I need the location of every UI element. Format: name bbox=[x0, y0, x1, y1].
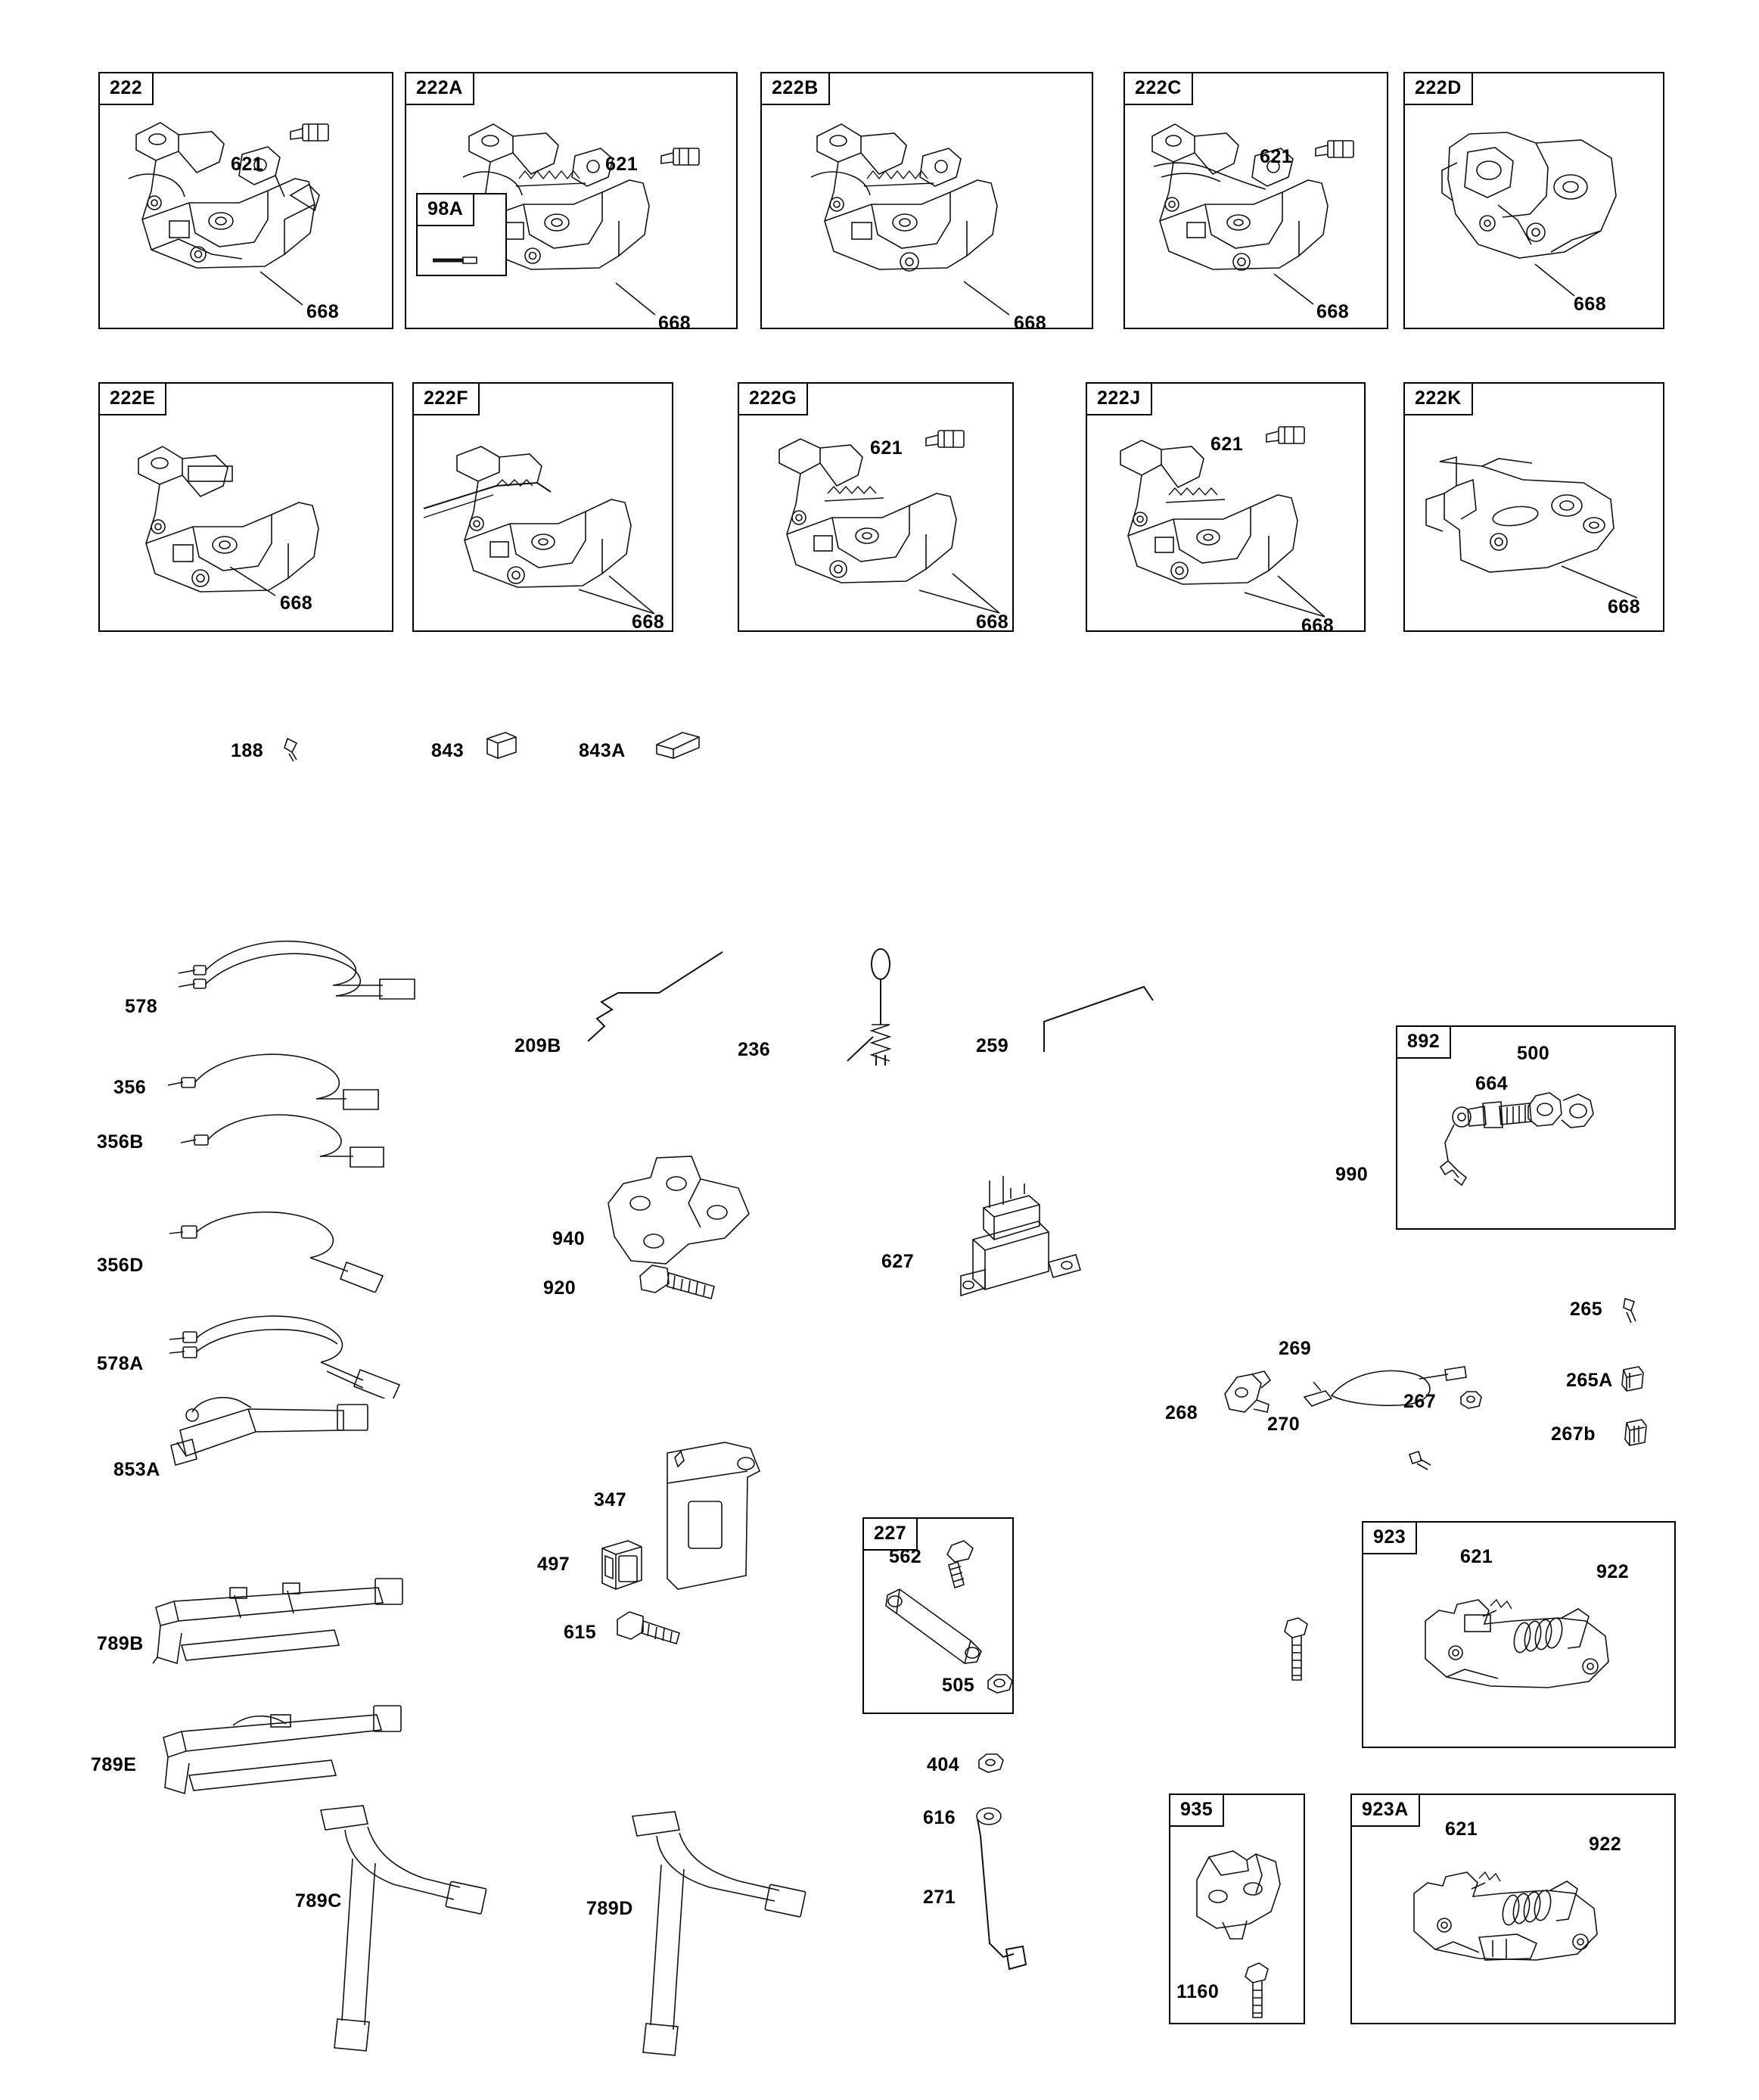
panel-222B bbox=[760, 72, 1093, 329]
screw-497-art bbox=[613, 1597, 696, 1657]
wire-356D-art bbox=[166, 1202, 393, 1293]
callout-222J-621: 621 bbox=[1210, 434, 1244, 455]
callout-222D-668: 668 bbox=[1574, 294, 1607, 315]
part-label-789C: 789C bbox=[295, 1890, 342, 1912]
callout-222C-668: 668 bbox=[1316, 301, 1350, 322]
callout-222B-668: 668 bbox=[1014, 313, 1047, 334]
part-label-789E: 789E bbox=[91, 1754, 137, 1775]
panel-tag: 892 bbox=[1397, 1027, 1451, 1059]
part-label-271: 268 bbox=[1165, 1402, 1198, 1423]
panel-tag: 222K bbox=[1405, 384, 1473, 415]
callout-222E-668: 668 bbox=[280, 593, 313, 614]
callout-222A-668: 668 bbox=[658, 313, 691, 334]
panel-222E bbox=[98, 382, 393, 632]
callout-923-621: 621 bbox=[1460, 1546, 1493, 1567]
panel-tag: 222E bbox=[100, 384, 166, 415]
clip-265A-art bbox=[1619, 1417, 1655, 1450]
washer-404-art bbox=[972, 1803, 1008, 1833]
part-label-356D: 356D bbox=[97, 1255, 144, 1276]
callout-892-990: 990 bbox=[1335, 1164, 1369, 1185]
harness-789B-art bbox=[151, 1560, 409, 1682]
part-label-920: 627 bbox=[881, 1251, 915, 1272]
block-843-icon bbox=[483, 728, 521, 761]
callout-222F-668: 668 bbox=[632, 611, 665, 633]
callout-222A-621: 621 bbox=[605, 154, 639, 175]
panel-tag: 222C bbox=[1125, 73, 1193, 105]
callout-935-1160: 1160 bbox=[1176, 1981, 1220, 2002]
callout-222J-668: 668 bbox=[1301, 615, 1335, 636]
panel-tag: 222F bbox=[414, 384, 480, 415]
screw-267-bottom-art bbox=[1405, 1447, 1438, 1479]
panel-tag: 222B bbox=[762, 73, 830, 105]
panel-tag: 222D bbox=[1405, 73, 1473, 105]
panel-tag: 935 bbox=[1170, 1795, 1224, 1827]
switch-347-art bbox=[595, 1530, 663, 1598]
panel-tag: 222J bbox=[1087, 384, 1152, 415]
part-label-267-top: 265 bbox=[1570, 1299, 1603, 1320]
panel-222 bbox=[98, 72, 393, 329]
panel-222G bbox=[738, 382, 1014, 632]
subpanel-98A bbox=[416, 193, 507, 276]
part-label-789D: 789D bbox=[586, 1898, 633, 1919]
wire-356B-art bbox=[178, 1097, 390, 1173]
panel-tag: 227 bbox=[864, 1519, 918, 1551]
panel-222K bbox=[1403, 382, 1664, 632]
part-label-265A: 267b bbox=[1551, 1423, 1596, 1445]
part-label-940: 920 bbox=[543, 1277, 576, 1299]
part-label-404: 616 bbox=[923, 1807, 956, 1828]
part-label-188: 188 bbox=[231, 740, 264, 761]
plate-627-art bbox=[652, 1438, 781, 1612]
bolt-745-art bbox=[1279, 1615, 1324, 1698]
panel-tag: 98A bbox=[418, 194, 474, 226]
callout-892-664: 664 bbox=[1475, 1073, 1509, 1094]
callout-923A-621: 621 bbox=[1445, 1818, 1478, 1840]
panel-222J bbox=[1086, 382, 1366, 632]
clip-265-art bbox=[1616, 1362, 1652, 1395]
part-label-615: 404 bbox=[927, 1754, 960, 1775]
panel-923A bbox=[1350, 1794, 1676, 2024]
callout-227-505: 505 bbox=[942, 1675, 975, 1696]
callout-923A-922: 922 bbox=[1589, 1834, 1622, 1855]
part-label-347: 497 bbox=[537, 1554, 570, 1575]
rod-209B-art bbox=[800, 946, 921, 1075]
callout-222G-668: 668 bbox=[976, 611, 1009, 633]
panel-923 bbox=[1362, 1521, 1676, 1748]
part-label-578A: 578A bbox=[97, 1353, 144, 1374]
block-843A-icon bbox=[652, 728, 705, 761]
callout-222K-668: 668 bbox=[1608, 596, 1641, 618]
part-label-209B: 236 bbox=[738, 1039, 771, 1060]
part-label-578: 578 bbox=[125, 996, 158, 1017]
part-label-265: 265A bbox=[1566, 1370, 1613, 1391]
wire-578A-art bbox=[165, 1300, 415, 1398]
callout-923-922: 922 bbox=[1596, 1561, 1630, 1582]
rod-616-art bbox=[961, 1809, 1044, 1983]
panel-222D bbox=[1403, 72, 1664, 329]
part-label-843A: 843A bbox=[579, 740, 626, 761]
wire-356-art bbox=[165, 1038, 384, 1114]
part-label-497: 615 bbox=[564, 1622, 597, 1643]
rod-236-art bbox=[1038, 981, 1174, 1064]
harness-789E-art bbox=[150, 1682, 407, 1803]
part-label-843: 843 bbox=[431, 740, 465, 761]
panel-222C bbox=[1123, 72, 1388, 329]
panel-tag: 923 bbox=[1363, 1523, 1417, 1554]
screw-267-top-art bbox=[1619, 1293, 1652, 1326]
callout-222-668: 668 bbox=[306, 301, 340, 322]
part-label-616: 271 bbox=[923, 1887, 956, 1908]
part-label-356B: 356B bbox=[97, 1131, 144, 1153]
screw-188-icon bbox=[280, 733, 310, 763]
panel-222F bbox=[412, 382, 673, 632]
part-label-236: 259 bbox=[976, 1035, 1009, 1056]
part-label-853A: 853A bbox=[113, 1459, 160, 1480]
part-label-269: 270 bbox=[1267, 1414, 1301, 1435]
solenoid-920-art bbox=[946, 1165, 1120, 1317]
callout-222G-621: 621 bbox=[870, 437, 903, 459]
wire-578-art bbox=[174, 929, 424, 1020]
bracket-259-art bbox=[598, 1149, 772, 1285]
harness-789D-art bbox=[614, 1801, 856, 2089]
panel-tag: 222A bbox=[406, 73, 474, 105]
cable-268-art bbox=[1286, 1346, 1483, 1444]
harness-789C-art bbox=[303, 1794, 545, 2081]
part-label-259: 940 bbox=[552, 1228, 586, 1249]
harness-853A-art bbox=[166, 1391, 393, 1497]
part-label-270: 267 bbox=[1403, 1391, 1437, 1412]
callout-892-500: 500 bbox=[1517, 1043, 1550, 1064]
panel-tag: 222 bbox=[100, 73, 154, 105]
part-label-356: 356 bbox=[113, 1077, 147, 1098]
callout-227-562: 562 bbox=[889, 1546, 922, 1567]
part-label-789B: 789B bbox=[97, 1633, 144, 1654]
panel-tag: 222G bbox=[739, 384, 808, 415]
bolt-940-art bbox=[636, 1247, 734, 1315]
callout-222-621: 621 bbox=[231, 154, 264, 175]
part-label-268: 269 bbox=[1279, 1338, 1312, 1359]
nut-615-art bbox=[974, 1750, 1011, 1780]
part-label-627: 347 bbox=[594, 1489, 627, 1510]
callout-222C-621: 621 bbox=[1260, 146, 1293, 167]
nut-270-art bbox=[1456, 1388, 1488, 1417]
part-label-202: 209B bbox=[514, 1035, 561, 1056]
panel-tag: 923A bbox=[1352, 1795, 1420, 1827]
panel-227 bbox=[862, 1517, 1014, 1714]
